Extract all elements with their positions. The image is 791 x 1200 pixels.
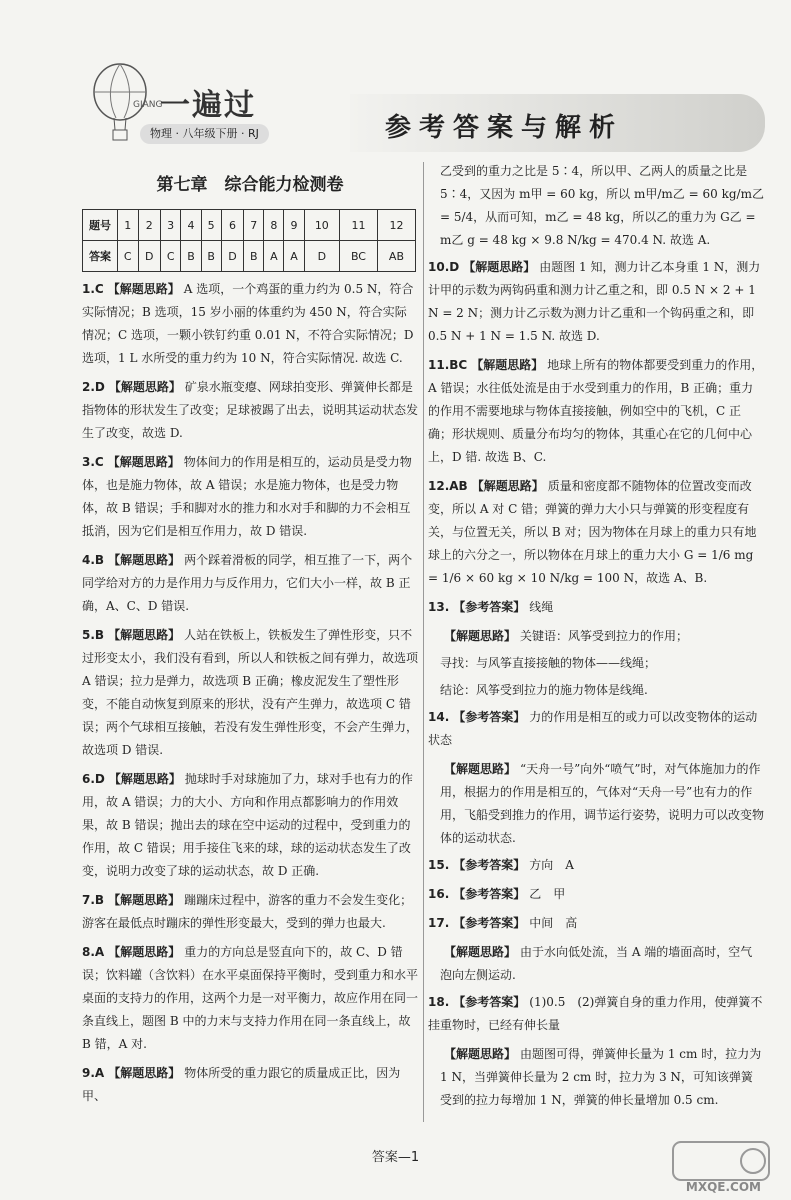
- answer-item: [428, 354, 764, 469]
- right-answer-list: [428, 160, 764, 1112]
- table-cell: D: [138, 241, 160, 272]
- section-tag: 【解题思路】: [107, 455, 180, 469]
- answer-item: [428, 1043, 764, 1112]
- page-footer: 答案—1: [371, 1150, 420, 1165]
- question-number: 8.A: [82, 945, 105, 959]
- question-number: 10.D: [428, 260, 460, 274]
- answer-text: 物体间力的作用是相互的，运动员是受力物体，也是施力物体，故 A 错误；水是施力物体，也是受力物体，故 B 错误；手和脚对水的推力和水对手和脚的力不会相互抵消，因为它们是相互作用力，故 D 错误.: [82, 455, 412, 538]
- question-number: 1.C: [82, 282, 104, 296]
- question-number: 16.: [428, 887, 450, 901]
- question-number: 13.: [428, 600, 450, 614]
- answer-text: 由于水向低处流，当 A 端的墙面高时，空气泡向左侧运动.: [440, 945, 753, 982]
- answer-item: [428, 758, 764, 850]
- answer-item: [82, 451, 418, 543]
- answer-item: [82, 624, 418, 762]
- left-column: [82, 160, 418, 1114]
- column-divider: [423, 162, 424, 1122]
- answer-text: 结论：风筝受到拉力的施力物体是线绳.: [440, 683, 648, 697]
- answer-text: 由题图可得，弹簧伸长量为 1 cm 时，拉力为 1 N，当弹簧伸长量为 2 cm 时，拉力为 3 N，可知该弹簧受到的拉力每增加 1 N，弹簧的伸长量增加 0.5 cm.: [440, 1047, 762, 1107]
- question-number: 15.: [428, 858, 450, 872]
- answer-table: [82, 209, 416, 272]
- question-number: 14.: [428, 710, 450, 724]
- answer-text: 蹦蹦床过程中，游客的重力不会发生变化；游客在最低点时蹦床的弹性形变最大，受到的弹力也最大.: [82, 893, 413, 930]
- answer-text: A 选项，一个鸡蛋的重力约为 0.5 N，符合实际情况；B 选项，15 岁小丽的体重约为 450 N，符合实际情况；C 选项，一颗小铁钉约重 0.01 N，不符合实际情况；D 选项，1 L 水所受的重力约为 10 N，符合实际情况. 故选 C.: [82, 282, 414, 365]
- section-tag: 【解题思路】: [108, 380, 181, 394]
- section-tag: 【解题思路】: [108, 945, 181, 959]
- section-tag: 【解题思路】: [108, 553, 181, 567]
- answer-item: [82, 941, 418, 1056]
- question-number: 7.B: [82, 893, 105, 907]
- answer-text: 线绳: [529, 600, 554, 614]
- table-cell: 3: [160, 210, 181, 241]
- answer-item: [82, 1062, 418, 1108]
- table-cell: A: [284, 241, 304, 272]
- left-answer-list: [82, 278, 418, 1108]
- answer-text: 寻找：与风筝直接接触的物体——线绳；: [440, 656, 657, 670]
- section-tag: 【解题思路】: [108, 628, 181, 642]
- section-tag: 【参考答案】: [453, 710, 526, 724]
- answer-text: 地球上所有的物体都要受到重力的作用，A 错误；水往低处流是由于水受到重力的作用，B 正确；重力的作用不需要地球与物体直接接触，例如空中的飞机，C 正确；形状规则、质量分布均匀的物体，其重心在它的几何中心上，D 错. 故选 B、C.: [428, 358, 764, 464]
- table-row: [83, 241, 416, 272]
- answer-text: 质量和密度都不随物体的位置改变而改变，所以 A 对 C 错；弹簧的弹力大小只与弹簧的形变程度有关，与位置无关，所以 B 对；因为物体在月球上的重力只有地球上的六分之一，所以物体在月球上的重力大小 G = 1/6 mg = 1/6 × 60 kg × 10 N/kg = 100 N，故选 A、B.: [428, 479, 757, 585]
- answer-text: (1)0.5 (2)弹簧自身的重力作用，使弹簧不挂重物时，已经有伸长量: [428, 995, 763, 1032]
- section-tag: 【解题思路】: [108, 893, 181, 907]
- section-tag: 【解题思路】: [444, 1047, 517, 1061]
- question-number: 5.B: [82, 628, 105, 642]
- table-cell: B: [181, 241, 201, 272]
- table-cell: C: [118, 241, 139, 272]
- answer-text: “天舟一号”向外“喷气”时，对气体施加力的作用，根据力的作用是相互的，气体对“天舟一号”也有力的作用，飞船受到推力的作用，调节运行姿势，说明力可以改变物体的运动状态.: [440, 762, 765, 845]
- table-cell: 1: [118, 210, 139, 241]
- answer-item: [428, 652, 764, 675]
- table-cell: D: [304, 241, 339, 272]
- question-number: 17.: [428, 916, 450, 930]
- question-number: 9.A: [82, 1066, 105, 1080]
- answer-item: [428, 912, 764, 935]
- question-number: 2.D: [82, 380, 105, 394]
- table-cell: B: [244, 241, 264, 272]
- section-tag: 【参考答案】: [453, 916, 526, 930]
- answer-item: [82, 768, 418, 883]
- answer-text: 乙受到的重力之比是 5∶4，所以甲、乙两人的质量之比是 5∶4，又因为 m甲 = 60 kg，所以 m甲/m乙 = 60 kg/m乙 = 5/4，从而可知，m乙 = 48 kg，所以乙的重力为 G乙 = m乙 g = 48 kg × 9.8 N/kg = 470.4 N. 故选 A.: [440, 164, 764, 247]
- brand-logo: 一遍过: [160, 88, 256, 123]
- right-column: [428, 160, 764, 1116]
- section-tag: 【解题思路】: [444, 945, 517, 959]
- answer-text: 重力的方向总是竖直向下的，故 C、D 错误；饮料罐（含饮料）在水平桌面保持平衡时，受到重力和水平桌面的支持力的作用，这两个力是一对平衡力，故应作用在同一条直线上，题图 B 中的力末与支持力作用在同一条直线上，故 B 错，A 对.: [82, 945, 419, 1051]
- chapter-title: 第七章 综合能力检测卷: [156, 175, 344, 195]
- table-cell: 7: [244, 210, 264, 241]
- answer-item: [82, 889, 418, 935]
- section-tag: 【解题思路】: [108, 1066, 181, 1080]
- section-tag: 【参考答案】: [453, 858, 526, 872]
- answer-text: 矿泉水瓶变瘪、网球拍变形、弹簧伸长都是指物体的形状发生了改变；足球被踢了出去，说明其运动状态发生了改变，故选 D.: [82, 380, 419, 440]
- answer-text: 方向 A: [529, 858, 574, 872]
- section-tag: 【参考答案】: [453, 995, 526, 1009]
- answer-item: [428, 160, 764, 252]
- answer-item: [82, 376, 418, 445]
- page-header: [0, 0, 791, 165]
- table-cell: 12: [377, 210, 415, 241]
- table-cell: 9: [284, 210, 304, 241]
- answer-text: 由题图 1 知，测力计乙本身重 1 N，测力计甲的示数为两钩码重和测力计乙重之和，即 0.5 N × 2 + 1 N = 2 N；测力计乙示数为测力计乙重和一个钩码重之和，即 0.5 N + 1 N = 1.5 N. 故选 D.: [428, 260, 761, 343]
- page-title: 参考答案与解析: [385, 113, 624, 143]
- answer-text: 抛球时手对球施加了力，球对手也有力的作用，故 A 错误；力的大小、方向和作用点都影响力的作用效果，故 B 错误；抛出去的球在空中运动的过程中，受到重力的作用，故 C 错误；用手接住飞来的球，球的运动状态发生了改变，说明力改变了球的运动状态，故 D 正确.: [82, 772, 413, 878]
- answer-text: 两个踩着滑板的同学，相互推了一下，两个同学给对方的力是作用力与反作用力，它们大小一样，故 B 正确，A、C、D 错误.: [82, 553, 413, 613]
- table-header-cell: 答案: [83, 241, 118, 272]
- answer-item: [428, 475, 764, 590]
- table-cell: 11: [340, 210, 378, 241]
- answer-item: [428, 941, 764, 987]
- question-number: 3.C: [82, 455, 104, 469]
- table-row: [83, 210, 416, 241]
- table-cell: D: [221, 241, 243, 272]
- table-cell: BC: [340, 241, 378, 272]
- answer-item: [428, 854, 764, 877]
- question-number: 4.B: [82, 553, 105, 567]
- table-cell: B: [201, 241, 221, 272]
- answer-item: [428, 256, 764, 348]
- answer-item: [428, 625, 764, 648]
- table-cell: 2: [138, 210, 160, 241]
- answer-item: [428, 706, 764, 752]
- question-number: 12.AB: [428, 479, 468, 493]
- section-tag: 【解题思路】: [107, 282, 180, 296]
- question-number: 6.D: [82, 772, 105, 786]
- section-tag: 【参考答案】: [453, 887, 526, 901]
- table-cell: 5: [201, 210, 221, 241]
- answer-text: 人站在铁板上，铁板发生了弹性形变，只不过形变太小，我们没有看到，所以人和铁板之间有弹力，故选项 A 错误；拉力是弹力，故选项 B 正确；橡皮泥发生了塑性形变，不能自动恢复到原来的形状，没有产生弹力，故选项 C 错误；两个气球相互接触，若没有发生弹性形变，不会产生弹力，故选项 D 错误.: [82, 628, 419, 757]
- answer-item: [428, 679, 764, 702]
- section-tag: 【解题思路】: [463, 260, 536, 274]
- answer-text: 关键语：风筝受到拉力的作用；: [520, 629, 689, 643]
- section-tag: 【解题思路】: [444, 762, 517, 776]
- answer-text: 乙 甲: [529, 887, 566, 901]
- table-cell: AB: [377, 241, 415, 272]
- table-cell: A: [264, 241, 284, 272]
- answer-item: [428, 596, 764, 619]
- table-cell: 6: [221, 210, 243, 241]
- table-cell: 8: [264, 210, 284, 241]
- table-header-cell: 题号: [83, 210, 118, 241]
- table-cell: 4: [181, 210, 201, 241]
- subject-label: 物理 · 八年级下册 · RJ: [140, 124, 269, 144]
- answer-item: [82, 549, 418, 618]
- answer-item: [82, 278, 418, 370]
- section-tag: 【解题思路】: [471, 358, 544, 372]
- section-tag: 【解题思路】: [444, 629, 517, 643]
- logo-small-text: GIANG: [133, 100, 163, 110]
- watermark-text: MXQE.COM: [685, 1180, 761, 1194]
- section-tag: 【解题思路】: [471, 479, 544, 493]
- answer-text: 物体所受的重力跟它的质量成正比，因为甲、: [82, 1066, 401, 1103]
- answer-text: 中间 高: [529, 916, 578, 930]
- answer-text: 力的作用是相互的或力可以改变物体的运动状态: [428, 710, 758, 747]
- section-tag: 【参考答案】: [453, 600, 526, 614]
- question-number: 18.: [428, 995, 450, 1009]
- table-cell: 10: [304, 210, 339, 241]
- question-number: 11.BC: [428, 358, 468, 372]
- answer-item: [428, 883, 764, 906]
- section-tag: 【解题思路】: [108, 772, 181, 786]
- answer-item: [428, 991, 764, 1037]
- table-cell: C: [160, 241, 181, 272]
